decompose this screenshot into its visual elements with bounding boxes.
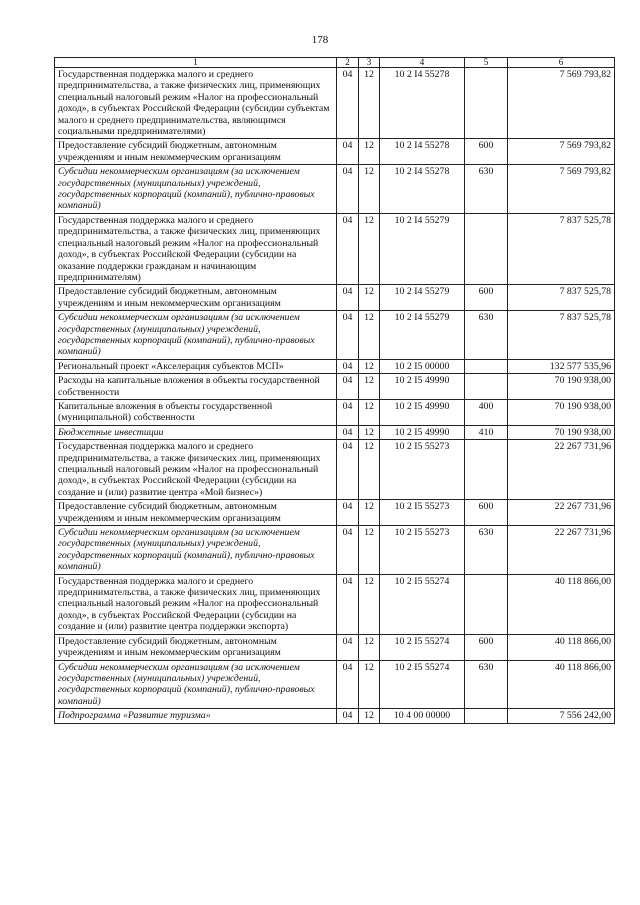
row-section-code: 04 — [337, 634, 359, 660]
row-target-article: 10 4 00 00000 — [380, 709, 465, 723]
row-subsection-code: 12 — [359, 660, 380, 709]
row-section-code: 04 — [337, 440, 359, 500]
row-subsection-code: 12 — [359, 526, 380, 575]
row-amount: 70 190 938,00 — [508, 374, 615, 400]
row-section-code: 04 — [337, 660, 359, 709]
row-description: Подпрограмма «Развитие туризма» — [55, 709, 337, 723]
table-row — [55, 660, 615, 709]
row-description: Государственная поддержка малого и среднего предпринимательства, а также физических лиц, применяющих специальный налоговый режим «Налог на профессиональный доход», в субъектах Российской Федерации (субсидии субъектам малого и среднего предпринимательства, являющимся социальными предпринимателями) — [55, 68, 337, 139]
row-expense-type: 600 — [465, 139, 508, 165]
table-header-row — [55, 58, 615, 68]
row-amount: 22 267 731,96 — [508, 440, 615, 500]
row-section-code: 04 — [337, 285, 359, 311]
row-target-article: 10 2 I5 49990 — [380, 425, 465, 439]
row-description: Бюджетные инвестиции — [55, 425, 337, 439]
table-row — [55, 359, 615, 373]
table-body — [55, 68, 615, 724]
row-description: Государственная поддержка малого и среднего предпринимательства, а также физических лиц, применяющих специальный налоговый режим «Налог на профессиональный доход», в субъектах Российской Федерации (субсидии на оказание поддержки гражданам и начинающим предпринимателям) — [55, 213, 337, 284]
row-amount: 7 569 793,82 — [508, 68, 615, 139]
row-target-article: 10 2 I4 55279 — [380, 285, 465, 311]
row-subsection-code: 12 — [359, 574, 380, 634]
row-description: Предоставление субсидий бюджетным, автономным учреждениям и иным некоммерческим организациям — [55, 139, 337, 165]
row-expense-type — [465, 574, 508, 634]
row-target-article: 10 2 I5 55273 — [380, 526, 465, 575]
row-expense-type: 410 — [465, 425, 508, 439]
row-expense-type — [465, 359, 508, 373]
row-target-article: 10 2 I5 49990 — [380, 374, 465, 400]
row-subsection-code: 12 — [359, 399, 380, 425]
row-description: Предоставление субсидий бюджетным, автономным учреждениям и иным некоммерческим организациям — [55, 634, 337, 660]
table-row — [55, 440, 615, 500]
row-target-article: 10 2 I4 55278 — [380, 139, 465, 165]
budget-table — [54, 57, 615, 724]
col-header-6: 6 — [508, 58, 615, 68]
row-subsection-code: 12 — [359, 359, 380, 373]
table-row — [55, 139, 615, 165]
row-description: Субсидии некоммерческим организациям (за исключением государственных (муниципальных) учреждений, государственных корпораций (компаний), публично-правовых компаний) — [55, 165, 337, 214]
row-section-code: 04 — [337, 574, 359, 634]
row-target-article: 10 2 I4 55279 — [380, 311, 465, 360]
row-expense-type: 630 — [465, 311, 508, 360]
table-row — [55, 500, 615, 526]
row-expense-type: 600 — [465, 500, 508, 526]
row-expense-type: 600 — [465, 634, 508, 660]
row-subsection-code: 12 — [359, 634, 380, 660]
col-header-4: 4 — [380, 58, 465, 68]
row-section-code: 04 — [337, 68, 359, 139]
row-target-article: 10 2 I4 55278 — [380, 68, 465, 139]
page-number: 178 — [311, 34, 329, 46]
row-description: Субсидии некоммерческим организациям (за исключением государственных (муниципальных) учреждений, государственных корпораций (компаний), публично-правовых компаний) — [55, 526, 337, 575]
col-header-2: 2 — [337, 58, 359, 68]
row-amount: 22 267 731,96 — [508, 526, 615, 575]
row-subsection-code: 12 — [359, 139, 380, 165]
row-section-code: 04 — [337, 425, 359, 439]
row-expense-type: 630 — [465, 526, 508, 575]
row-section-code: 04 — [337, 500, 359, 526]
table-row — [55, 213, 615, 284]
row-subsection-code: 12 — [359, 311, 380, 360]
row-description: Субсидии некоммерческим организациям (за исключением государственных (муниципальных) учреждений, государственных корпораций (компаний), публично-правовых компаний) — [55, 660, 337, 709]
row-subsection-code: 12 — [359, 500, 380, 526]
row-subsection-code: 12 — [359, 285, 380, 311]
row-expense-type: 400 — [465, 399, 508, 425]
row-subsection-code: 12 — [359, 165, 380, 214]
row-target-article: 10 2 I4 55279 — [380, 213, 465, 284]
table-row — [55, 574, 615, 634]
col-header-1: 1 — [55, 58, 337, 68]
row-section-code: 04 — [337, 165, 359, 214]
table-row — [55, 399, 615, 425]
row-section-code: 04 — [337, 709, 359, 723]
row-description: Региональный проект «Акселерация субъектов МСП» — [55, 359, 337, 373]
row-expense-type — [465, 709, 508, 723]
row-section-code: 04 — [337, 526, 359, 575]
row-subsection-code: 12 — [359, 213, 380, 284]
table-row — [55, 68, 615, 139]
row-description: Субсидии некоммерческим организациям (за исключением государственных (муниципальных) учреждений, государственных корпораций (компаний), публично-правовых компаний) — [55, 311, 337, 360]
row-amount: 7 837 525,78 — [508, 213, 615, 284]
row-amount: 70 190 938,00 — [508, 399, 615, 425]
table-row — [55, 709, 615, 723]
table-row — [55, 165, 615, 214]
row-amount: 7 569 793,82 — [508, 139, 615, 165]
row-description: Государственная поддержка малого и среднего предпринимательства, а также физических лиц, применяющих специальный налоговый режим «Налог на профессиональный доход», в субъектах Российской Федерации (субсидии на создание и (или) развитие центра поддержки экспорта) — [55, 574, 337, 634]
row-subsection-code: 12 — [359, 425, 380, 439]
col-header-3: 3 — [359, 58, 380, 68]
row-amount: 132 577 535,96 — [508, 359, 615, 373]
row-target-article: 10 2 I5 49990 — [380, 399, 465, 425]
row-expense-type — [465, 213, 508, 284]
row-expense-type — [465, 68, 508, 139]
row-expense-type — [465, 374, 508, 400]
table-row — [55, 374, 615, 400]
row-section-code: 04 — [337, 374, 359, 400]
row-amount: 40 118 866,00 — [508, 634, 615, 660]
row-section-code: 04 — [337, 139, 359, 165]
row-target-article: 10 2 I5 55274 — [380, 634, 465, 660]
row-subsection-code: 12 — [359, 440, 380, 500]
row-section-code: 04 — [337, 311, 359, 360]
table-row — [55, 285, 615, 311]
col-header-5: 5 — [465, 58, 508, 68]
row-target-article: 10 2 I4 55278 — [380, 165, 465, 214]
row-section-code: 04 — [337, 399, 359, 425]
row-expense-type: 600 — [465, 285, 508, 311]
row-subsection-code: 12 — [359, 68, 380, 139]
row-amount: 70 190 938,00 — [508, 425, 615, 439]
row-amount: 7 569 793,82 — [508, 165, 615, 214]
row-target-article: 10 2 I5 55274 — [380, 574, 465, 634]
table-row — [55, 634, 615, 660]
row-amount: 40 118 866,00 — [508, 660, 615, 709]
row-description: Капитальные вложения в объекты государственной (муниципальной) собственности — [55, 399, 337, 425]
row-expense-type — [465, 440, 508, 500]
table-row — [55, 526, 615, 575]
row-subsection-code: 12 — [359, 709, 380, 723]
table-row — [55, 311, 615, 360]
row-amount: 7 556 242,00 — [508, 709, 615, 723]
row-target-article: 10 2 I5 55273 — [380, 440, 465, 500]
row-description: Государственная поддержка малого и среднего предпринимательства, а также физических лиц, применяющих специальный налоговый режим «Налог на профессиональный доход», в субъектах Российской Федерации (субсидии на создание и (или) развитие центра «Мой бизнес») — [55, 440, 337, 500]
row-amount: 22 267 731,96 — [508, 500, 615, 526]
row-amount: 7 837 525,78 — [508, 311, 615, 360]
row-target-article: 10 2 I5 55273 — [380, 500, 465, 526]
table-row — [55, 425, 615, 439]
row-target-article: 10 2 I5 55274 — [380, 660, 465, 709]
row-description: Расходы на капитальные вложения в объекты государственной собственности — [55, 374, 337, 400]
row-expense-type: 630 — [465, 165, 508, 214]
row-description: Предоставление субсидий бюджетным, автономным учреждениям и иным некоммерческим организациям — [55, 500, 337, 526]
row-target-article: 10 2 I5 00000 — [380, 359, 465, 373]
row-description: Предоставление субсидий бюджетным, автономным учреждениям и иным некоммерческим организациям — [55, 285, 337, 311]
row-subsection-code: 12 — [359, 374, 380, 400]
row-amount: 7 837 525,78 — [508, 285, 615, 311]
row-section-code: 04 — [337, 213, 359, 284]
row-amount: 40 118 866,00 — [508, 574, 615, 634]
row-section-code: 04 — [337, 359, 359, 373]
row-expense-type: 630 — [465, 660, 508, 709]
